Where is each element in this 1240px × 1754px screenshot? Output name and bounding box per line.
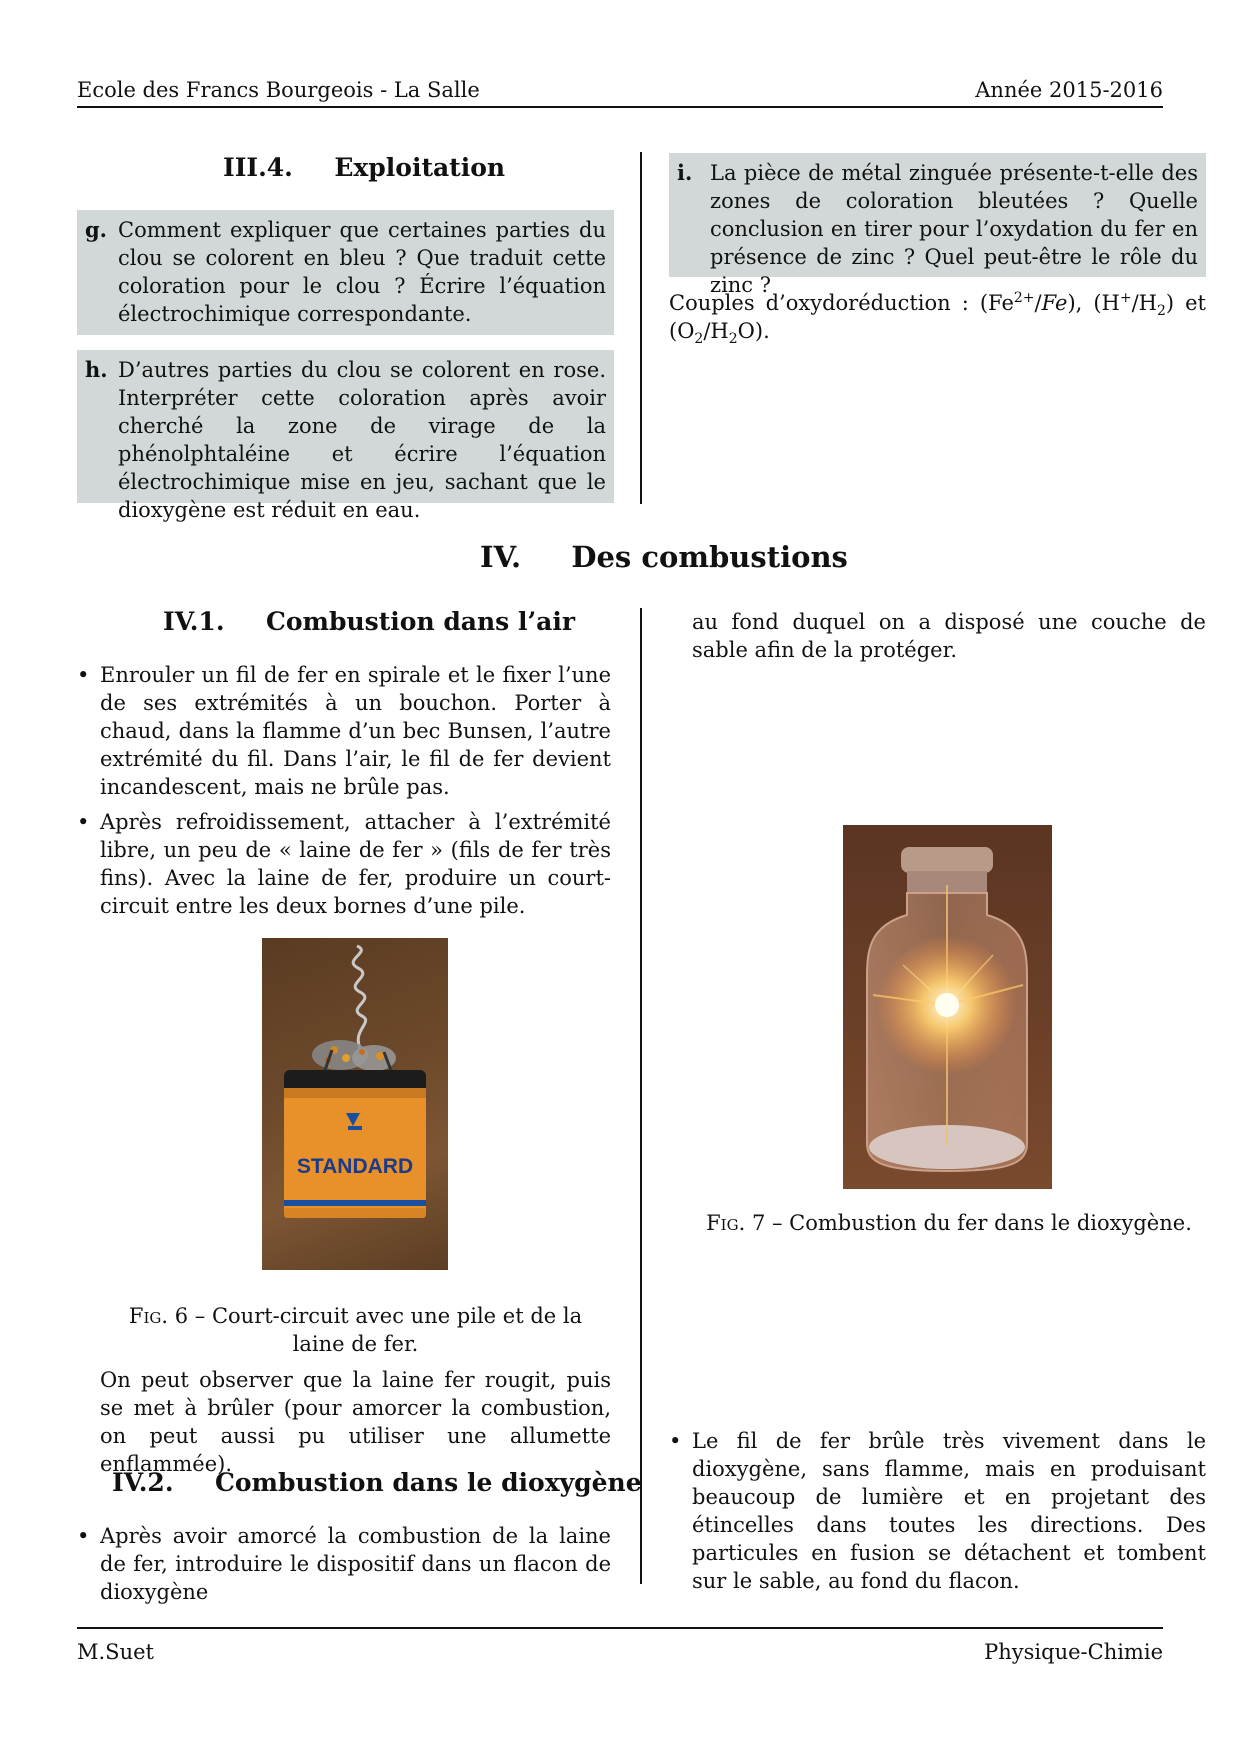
bullet-item: • Enrouler un fil de fer en spirale et le fixer l’une de ses extrémités à un bouchon. Porter à chaud, dans la flamme d’un bec Bunsen, l’autre extrémité du fil. Dans l’air, le fil de fer devient incandescent, mais ne brûle pas. [77, 663, 611, 799]
section-number: III.4. [223, 153, 293, 182]
bullet-item: • Après avoir amorcé la combustion de la laine de fer, introduire le dispositif dans un flacon de dioxygène [77, 1524, 611, 1604]
section-title: Combustion dans le dioxygène [214, 1468, 642, 1497]
section-heading-IV [480, 540, 848, 574]
figure-caption-text: Combustion du fer dans le dioxygène. [789, 1211, 1192, 1235]
flask-image [843, 825, 1052, 1189]
question-text: Comment expliquer que certaines parties du clou se colorent en bleu ? Que traduit cette coloration pour le clou ? Écrire l’équation électrochimique correspondante. [118, 218, 606, 326]
bullet-icon: • [77, 1524, 90, 1548]
figure-label: Fig. 7 – [706, 1211, 783, 1235]
header-rule [77, 106, 1163, 108]
section-number: IV.2. [112, 1468, 174, 1497]
question-label: g. [85, 217, 107, 242]
observation-paragraph: On peut observer que la laine fer rougit, puis se met à brûler (pour amorcer la combustion, on peut aussi pu utiliser une allumette enflammée). [100, 1368, 611, 1476]
battery-image [262, 938, 448, 1270]
header-year: Année 2015-2016 [975, 78, 1163, 102]
section-heading-IV1 [163, 607, 575, 636]
bullet-item: • Le fil de fer brûle très vivement dans le dioxygène, sans flamme, mais en produisant beaucoup de lumière et en projetant des étincelles dans toutes les directions. Des particules en fusion se détachent et tombent sur le sable, au fond du flacon. [669, 1429, 1206, 1593]
section-title: Des combustions [571, 540, 848, 574]
footer-author: M.Suet [77, 1640, 154, 1664]
section-heading-III4 [223, 153, 505, 182]
question-text: D’autres parties du clou se colorent en rose. Interpréter cette coloration après avoir cherché la zone de virage de la phénolphtaléine et écrire l’équation électrochimique mise en jeu, sachant que le dioxygène est réduit en eau. [118, 358, 606, 522]
question-label: i. [677, 160, 693, 185]
section-title: Combustion dans l’air [265, 607, 576, 636]
column-divider-bottom [640, 608, 642, 1584]
figure-label: Fig. 6 – [128, 1304, 206, 1328]
figure-6-photo [262, 938, 448, 1270]
column-divider-top [640, 152, 642, 504]
redox-couples: Couples d’oxydoréduction : $(Fe^{2+}/Fe)$, $(H^+/H_2)$ et $(O_2/H_2O)$. [669, 290, 1206, 348]
bullet-item: • Après refroidissement, attacher à l’extrémité libre, un peu de « laine de fer » (fils de fer très fins). Avec la laine de fer, produire un court-circuit entre les deux bornes d’une pile. [77, 810, 611, 918]
redox-formula: $(Fe^{2+}/Fe)$, $(H^+/H_2)$ et $(O_2/H_2O)$. [669, 290, 1206, 348]
continuation-paragraph: au fond duquel on a disposé une couche de sable afin de la protéger. [692, 610, 1206, 662]
figure-6-caption [100, 1302, 611, 1358]
figure-7-photo [843, 825, 1052, 1189]
bullet-icon: • [77, 663, 90, 687]
section-heading-IV2 [112, 1468, 642, 1497]
question-g [77, 210, 614, 335]
question-text: La pièce de métal zinguée présente-t-elle des zones de coloration bleutées ? Quelle conclusion en tirer pour l’oxydation du fer en présence de zinc ? Quel peut-être le rôle du zinc ? [710, 161, 1198, 297]
figure-7-caption [692, 1209, 1206, 1237]
battery-label: STANDARD [296, 1155, 414, 1178]
footer-rule [77, 1627, 1163, 1629]
question-i [669, 153, 1206, 297]
bullet-icon: • [669, 1429, 682, 1453]
figure-caption-text: Court-circuit avec une pile et de la laine de fer. [211, 1304, 583, 1356]
question-h [77, 350, 614, 522]
section-number: IV. [480, 540, 522, 574]
footer-subject: Physique-Chimie [984, 1640, 1163, 1664]
bullet-icon: • [77, 810, 90, 834]
section-number: IV.1. [163, 607, 225, 636]
section-title: Exploitation [334, 153, 506, 182]
question-label: h. [85, 357, 108, 382]
header-school: Ecole des Francs Bourgeois - La Salle [77, 78, 480, 102]
